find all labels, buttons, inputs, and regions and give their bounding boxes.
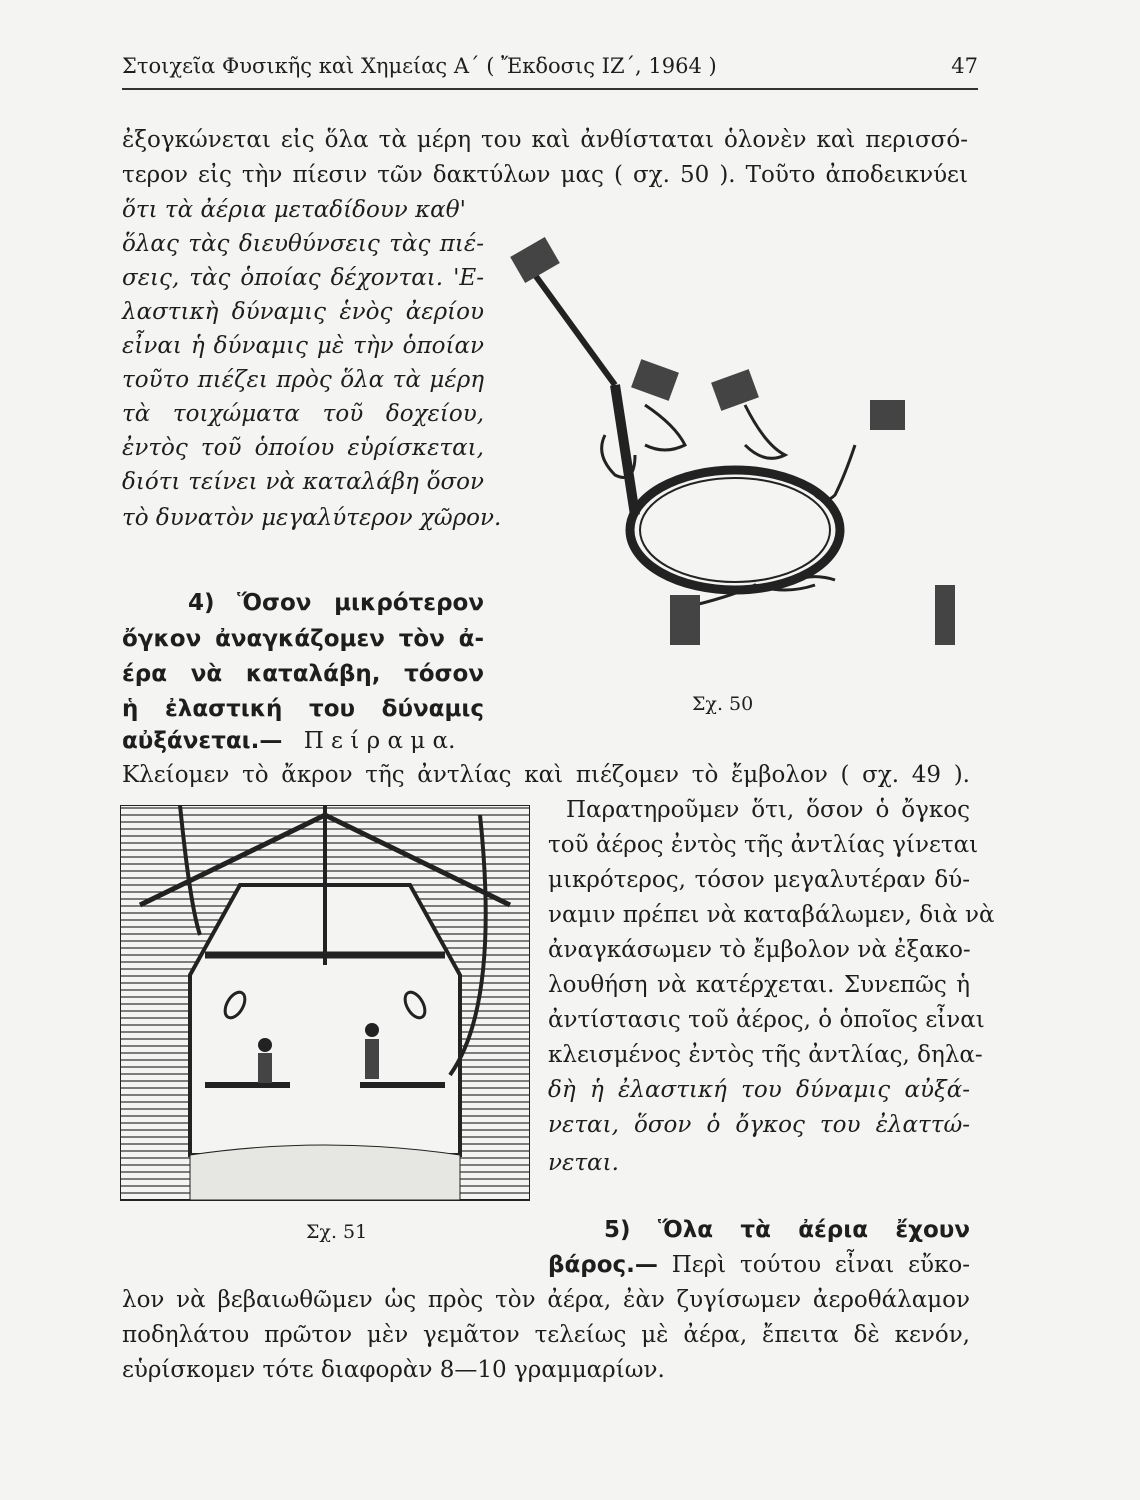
experiment-line: Κλείομεν τὸ ἄκρον τῆς ἀντλίας καὶ πιέζομεν τὸ ἔμβολον ( σχ. 49 ). <box>122 762 970 788</box>
closing-line: λον νὰ βεβαιωθῶμεν ὡς πρὸς τὸν ἀέρα, ἐὰν ζυγίσωμεν ἀεροθάλαμον <box>122 1287 970 1313</box>
left-col-line: τοῦτο πιέζει πρὸς ὅλα τὰ μέρη <box>122 367 484 393</box>
section5-heading: 5) Ὅλα τὰ ἀέρια ἔχουν <box>604 1217 970 1243</box>
page-number: 47 <box>951 54 978 78</box>
left-col-line: ἐντὸς τοῦ ὁποίου εὑρίσκεται, <box>122 435 484 461</box>
closing-line: εὑρίσκομεν τότε διαφορὰν 8—10 γραμμαρίων. <box>122 1357 665 1383</box>
figure-51-caption: Σχ. 51 <box>306 1221 368 1243</box>
experiment-label: Π ε ί ρ α μ α. <box>303 728 456 754</box>
section4-line: ὄγκον ἀναγκάζομεν τὸν ἀ- <box>122 626 484 652</box>
section5-bold: βάρος.— <box>548 1252 658 1278</box>
figure-50-caption: Σχ. 50 <box>692 693 754 715</box>
section5-line <box>548 1250 970 1280</box>
right-col-line: νεται, ὅσον ὁ ὄγκος του ἐλαττώ- <box>548 1112 970 1138</box>
left-col-line: διότι τείνει νὰ καταλάβη ὅσον <box>122 469 484 495</box>
left-col-line: εἶναι ἡ δύναμις μὲ τὴν ὁποίαν <box>122 333 484 359</box>
right-col-line: Παρατηροῦμεν ὅτι, ὅσον ὁ ὄγκος <box>566 797 970 823</box>
section4-line: ἡ ἐλαστική του δύναμις <box>122 696 484 722</box>
header-rule <box>122 88 978 90</box>
right-col-line: κλεισμένος ἐντὸς τῆς ἀντλίας, δηλα- <box>548 1042 983 1068</box>
figure-50-illustration <box>495 225 965 685</box>
section4-line <box>122 726 484 756</box>
right-col-line: ναμιν πρέπει νὰ καταβάλωμεν, διὰ νὰ <box>548 902 995 928</box>
header-title: Στοιχεῖα Φυσικῆς καὶ Χημείας Α΄ ( Ἔκδοσις ΙΖ΄, 1964 ) <box>122 54 717 78</box>
right-col-line: δὴ ἡ ἐλαστική του δύναμις αὐξά- <box>548 1077 970 1103</box>
right-col-line: ἀναγκάσωμεν τὸ ἔμβολον νὰ ἐξακο- <box>548 937 971 963</box>
left-col-line: σεις, τὰς ὁποίας δέχονται. 'Ε- <box>122 265 484 291</box>
section5-rest: Περὶ τούτου εἶναι εὔκο- <box>671 1252 970 1278</box>
intro-line: τερον εἰς τὴν πίεσιν τῶν δακτύλων μας ( σχ. 50 ). Τοῦτο ἀποδεικνύει <box>122 162 968 188</box>
section4-heading: 4) Ὅσον μικρότερον <box>188 590 484 616</box>
right-col-line: λουθήση νὰ κατέρχεται. Συνεπῶς ἡ <box>548 972 970 998</box>
left-col-line: ὅτι τὰ ἀέρια μεταδίδουν καθ' <box>122 197 466 223</box>
left-col-line: τὸ δυνατὸν μεγαλύτερον χῶρον. <box>122 505 502 531</box>
closing-line: ποδηλάτου πρῶτον μὲν γεμᾶτον τελείως μὲ ἀέρα, ἔπειτα δὲ κενόν, <box>122 1322 970 1348</box>
section4-bold-end: αὐξάνεται.— <box>122 728 283 754</box>
left-col-line: τὰ τοιχώματα τοῦ δοχείου, <box>122 401 484 427</box>
right-col-line: νεται. <box>548 1150 619 1176</box>
right-col-line: ἀντίστασις τοῦ ἀέρος, ὁ ὁποῖος εἶναι <box>548 1007 985 1033</box>
intro-line: ἐξογκώνεται εἰς ὅλα τὰ μέρη του καὶ ἀνθίσταται ὁλονὲν καὶ περισσό- <box>122 127 968 153</box>
left-col-line: ὅλας τὰς διευθύνσεις τὰς πιέ- <box>122 231 484 257</box>
figure-51-illustration <box>120 805 530 1205</box>
section4-line: έρα νὰ καταλάβη, τόσον <box>122 661 484 687</box>
left-col-line: λαστικὴ δύναμις ἑνὸς ἀερίου <box>122 299 484 325</box>
right-col-line: τοῦ ἀέρος ἐντὸς τῆς ἀντλίας γίνεται <box>548 832 979 858</box>
right-col-line: μικρότερος, τόσον μεγαλυτέραν δύ- <box>548 867 970 893</box>
